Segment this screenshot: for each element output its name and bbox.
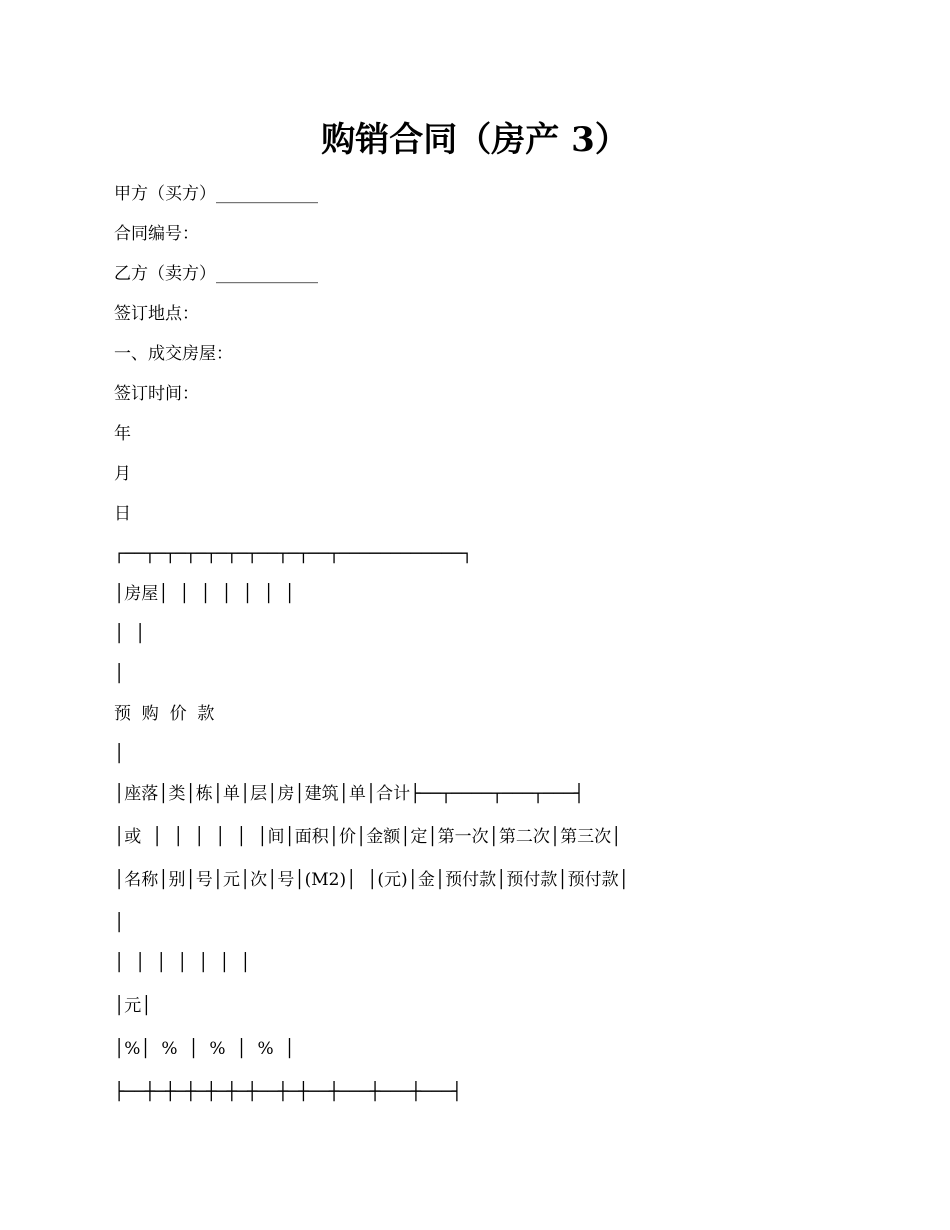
- table-row-blank: │ │: [114, 624, 146, 644]
- table-bottom-border: ├──┼─┼─┼─┼─┼─┼──┼─┼──┼───┼───┼───┤: [114, 1082, 462, 1102]
- table-row-house: │房屋│ │ │ │ │ │ │: [114, 584, 295, 604]
- section-one-heading: 一、成交房屋：: [114, 344, 233, 364]
- table-header-row-1: │座落│类│栋│单│层│房│建筑│单│合计├──┬────┬───┬───┤: [114, 784, 585, 804]
- signing-place-line: 签订地点：: [114, 304, 199, 324]
- signing-time-line: 签订时间：: [114, 384, 199, 404]
- seller-line: 乙方（卖方）____________: [114, 264, 318, 284]
- table-top-border: ┌──┬─┬─┬─┬─┬─┬──┬─┬──┬────────────┐: [114, 544, 473, 564]
- document-title: 购销合同（房产 3）: [321, 120, 629, 160]
- table-row-yuan: │元│: [114, 996, 152, 1016]
- table-row-prepayment-heading: 预 购 价 款: [114, 704, 215, 724]
- contract-number-line: 合同编号：: [114, 224, 199, 244]
- table-header-row-2: │或 │ │ │ │ │ │间│面积│价│金额│定│第一次│第二次│第三次│: [114, 827, 622, 847]
- buyer-line: 甲方（买方）____________: [114, 184, 318, 204]
- year-line: 年: [114, 424, 131, 444]
- table-row-empty-cells: │ │ │ │ │ │ │: [114, 953, 251, 973]
- table-row-bar: │: [114, 744, 125, 764]
- table-row-percent: │%│ % │ % │ % │: [114, 1039, 295, 1059]
- table-row-bar: │: [114, 913, 125, 933]
- day-line: 日: [114, 504, 131, 524]
- table-header-row-3: │名称│别│号│元│次│号│(M2)│ │(元)│金│预付款│预付款│预付款│: [114, 870, 629, 890]
- month-line: 月: [114, 464, 131, 484]
- table-row-bar: │: [114, 664, 125, 684]
- document-body: [114, 180, 950, 1118]
